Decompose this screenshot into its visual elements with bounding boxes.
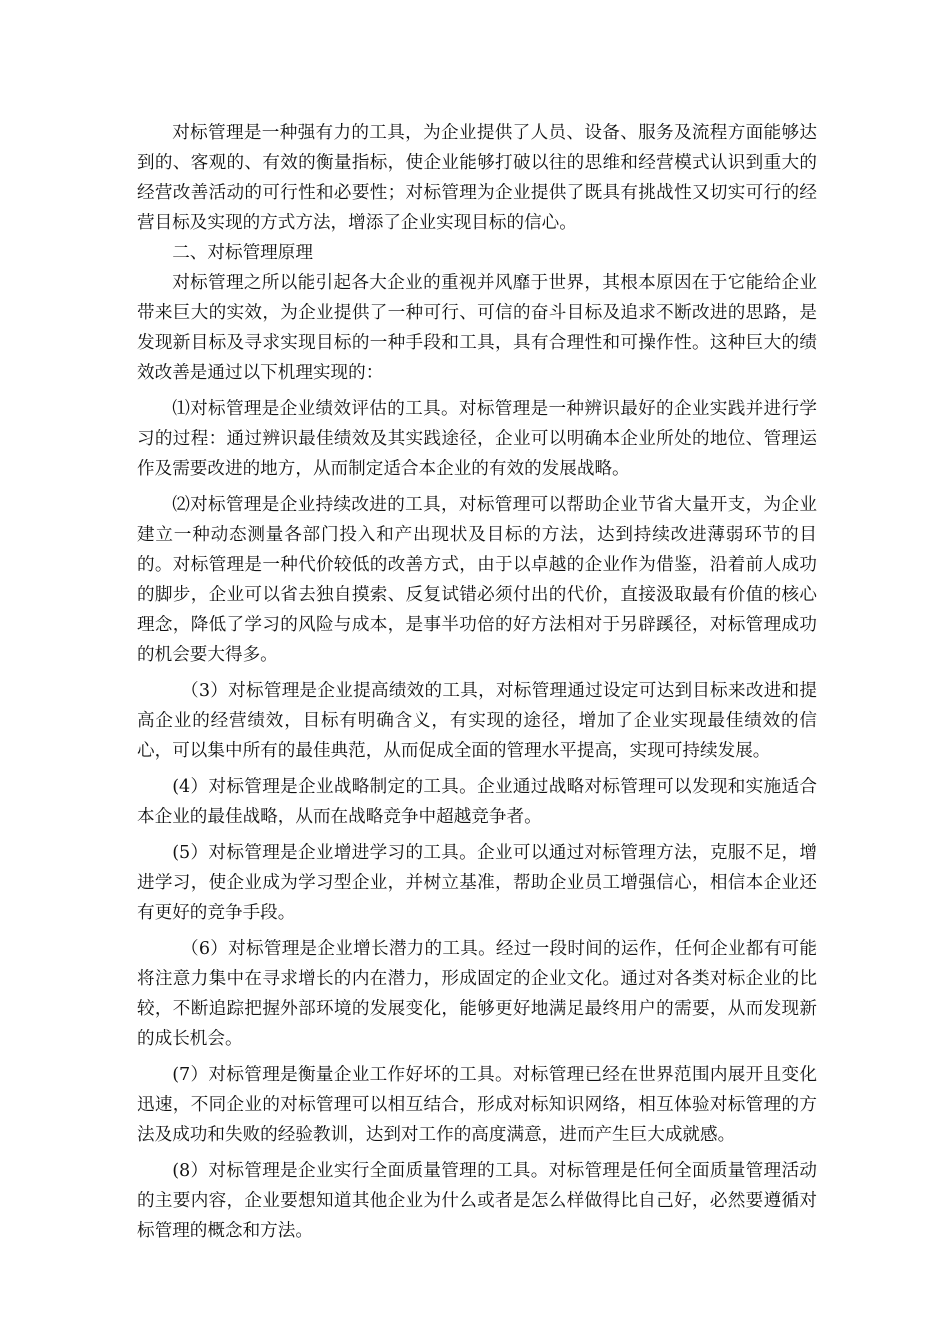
list-item-5: (5）对标管理是企业增进学习的工具。企业可以通过对标管理方法，克服不足，增进学习，使企业成为学习型企业，并树立基准，帮助企业员工增强信心，相信本企业还有更好的竞争手段。 (137, 843, 817, 923)
principle-paragraph: 对标管理之所以能引起各大企业的重视并风靡于世界，其根本原因在于它能给企业带来巨大的实效，为企业提供了一种可行、可信的奋斗目标及追求不断改进的思路，是发现新目标及寻求实现目标的一种手段和工具，具有合理性和可操作性。这种巨大的绩效改善是通过以下机理实现的： (137, 273, 817, 383)
document-page (137, 118, 817, 1246)
list-item-2: ⑵对标管理是企业持续改进的工具，对标管理可以帮助企业节省大量开支，为企业建立一种动态测量各部门投入和产出现状及目标的方法，达到持续改进薄弱环节的目的。对标管理是一种代价较低的改善方式，由于以卓越的企业作为借鉴，沿着前人成功的脚步，企业可以省去独自摸索、反复试错必须付出的代价，直接汲取最有价值的核心理念，降低了学习的风险与成本，是事半功倍的好方法相对于另辟蹊径，对标管理成功的机会要大得多。 (137, 495, 817, 665)
intro-paragraph: 对标管理是一种强有力的工具，为企业提供了人员、设备、服务及流程方面能够达到的、客观的、有效的衡量指标，使企业能够打破以往的思维和经营模式认识到重大的经营改善活动的可行性和必要性；对标管理为企业提供了既具有挑战性又切实可行的经营目标及实现的方式方法，增添了企业实现目标的信心。 (137, 123, 817, 233)
list-item-4: (4）对标管理是企业战略制定的工具。企业通过战略对标管理可以发现和实施适合本企业的最佳战略，从而在战略竞争中超越竞争者。 (137, 777, 817, 827)
list-item-7: (7）对标管理是衡量企业工作好坏的工具。对标管理已经在世界范围内展开且变化迅速，不同企业的对标管理可以相互结合，形成对标知识网络，相互体验对标管理的方法及成功和失败的经验教训，达到对工作的高度满意，进而产生巨大成就感。 (137, 1065, 817, 1145)
list-item-1: ⑴对标管理是企业绩效评估的工具。对标管理是一种辨识最好的企业实践并进行学习的过程：通过辨识最佳绩效及其实践途径，企业可以明确本企业所处的地位、管理运作及需要改进的地方，从而制定适合本企业的有效的发展战略。 (137, 399, 817, 479)
section-heading: 二、对标管理原理 (172, 243, 313, 263)
list-item-6: （6）对标管理是企业增长潜力的工具。经过一段时间的运作，任何企业都有可能将注意力集中在寻求增长的内在潜力，形成固定的企业文化。通过对各类对标企业的比较，不断追踪把握外部环境的发展变化，能够更好地满足最终用户的需要，从而发现新的成长机会。 (137, 939, 817, 1049)
list-item-3: （3）对标管理是企业提高绩效的工具，对标管理通过设定可达到目标来改进和提高企业的经营绩效，目标有明确含义，有实现的途径，增加了企业实现最佳绩效的信心，可以集中所有的最佳典范，从而促成全面的管理水平提高，实现可持续发展。 (137, 681, 817, 761)
list-item-8: (8）对标管理是企业实行全面质量管理的工具。对标管理是任何全面质量管理活动的主要内容，企业要想知道其他企业为什么或者是怎么样做得比自己好，必然要遵循对标管理的概念和方法。 (137, 1161, 817, 1241)
